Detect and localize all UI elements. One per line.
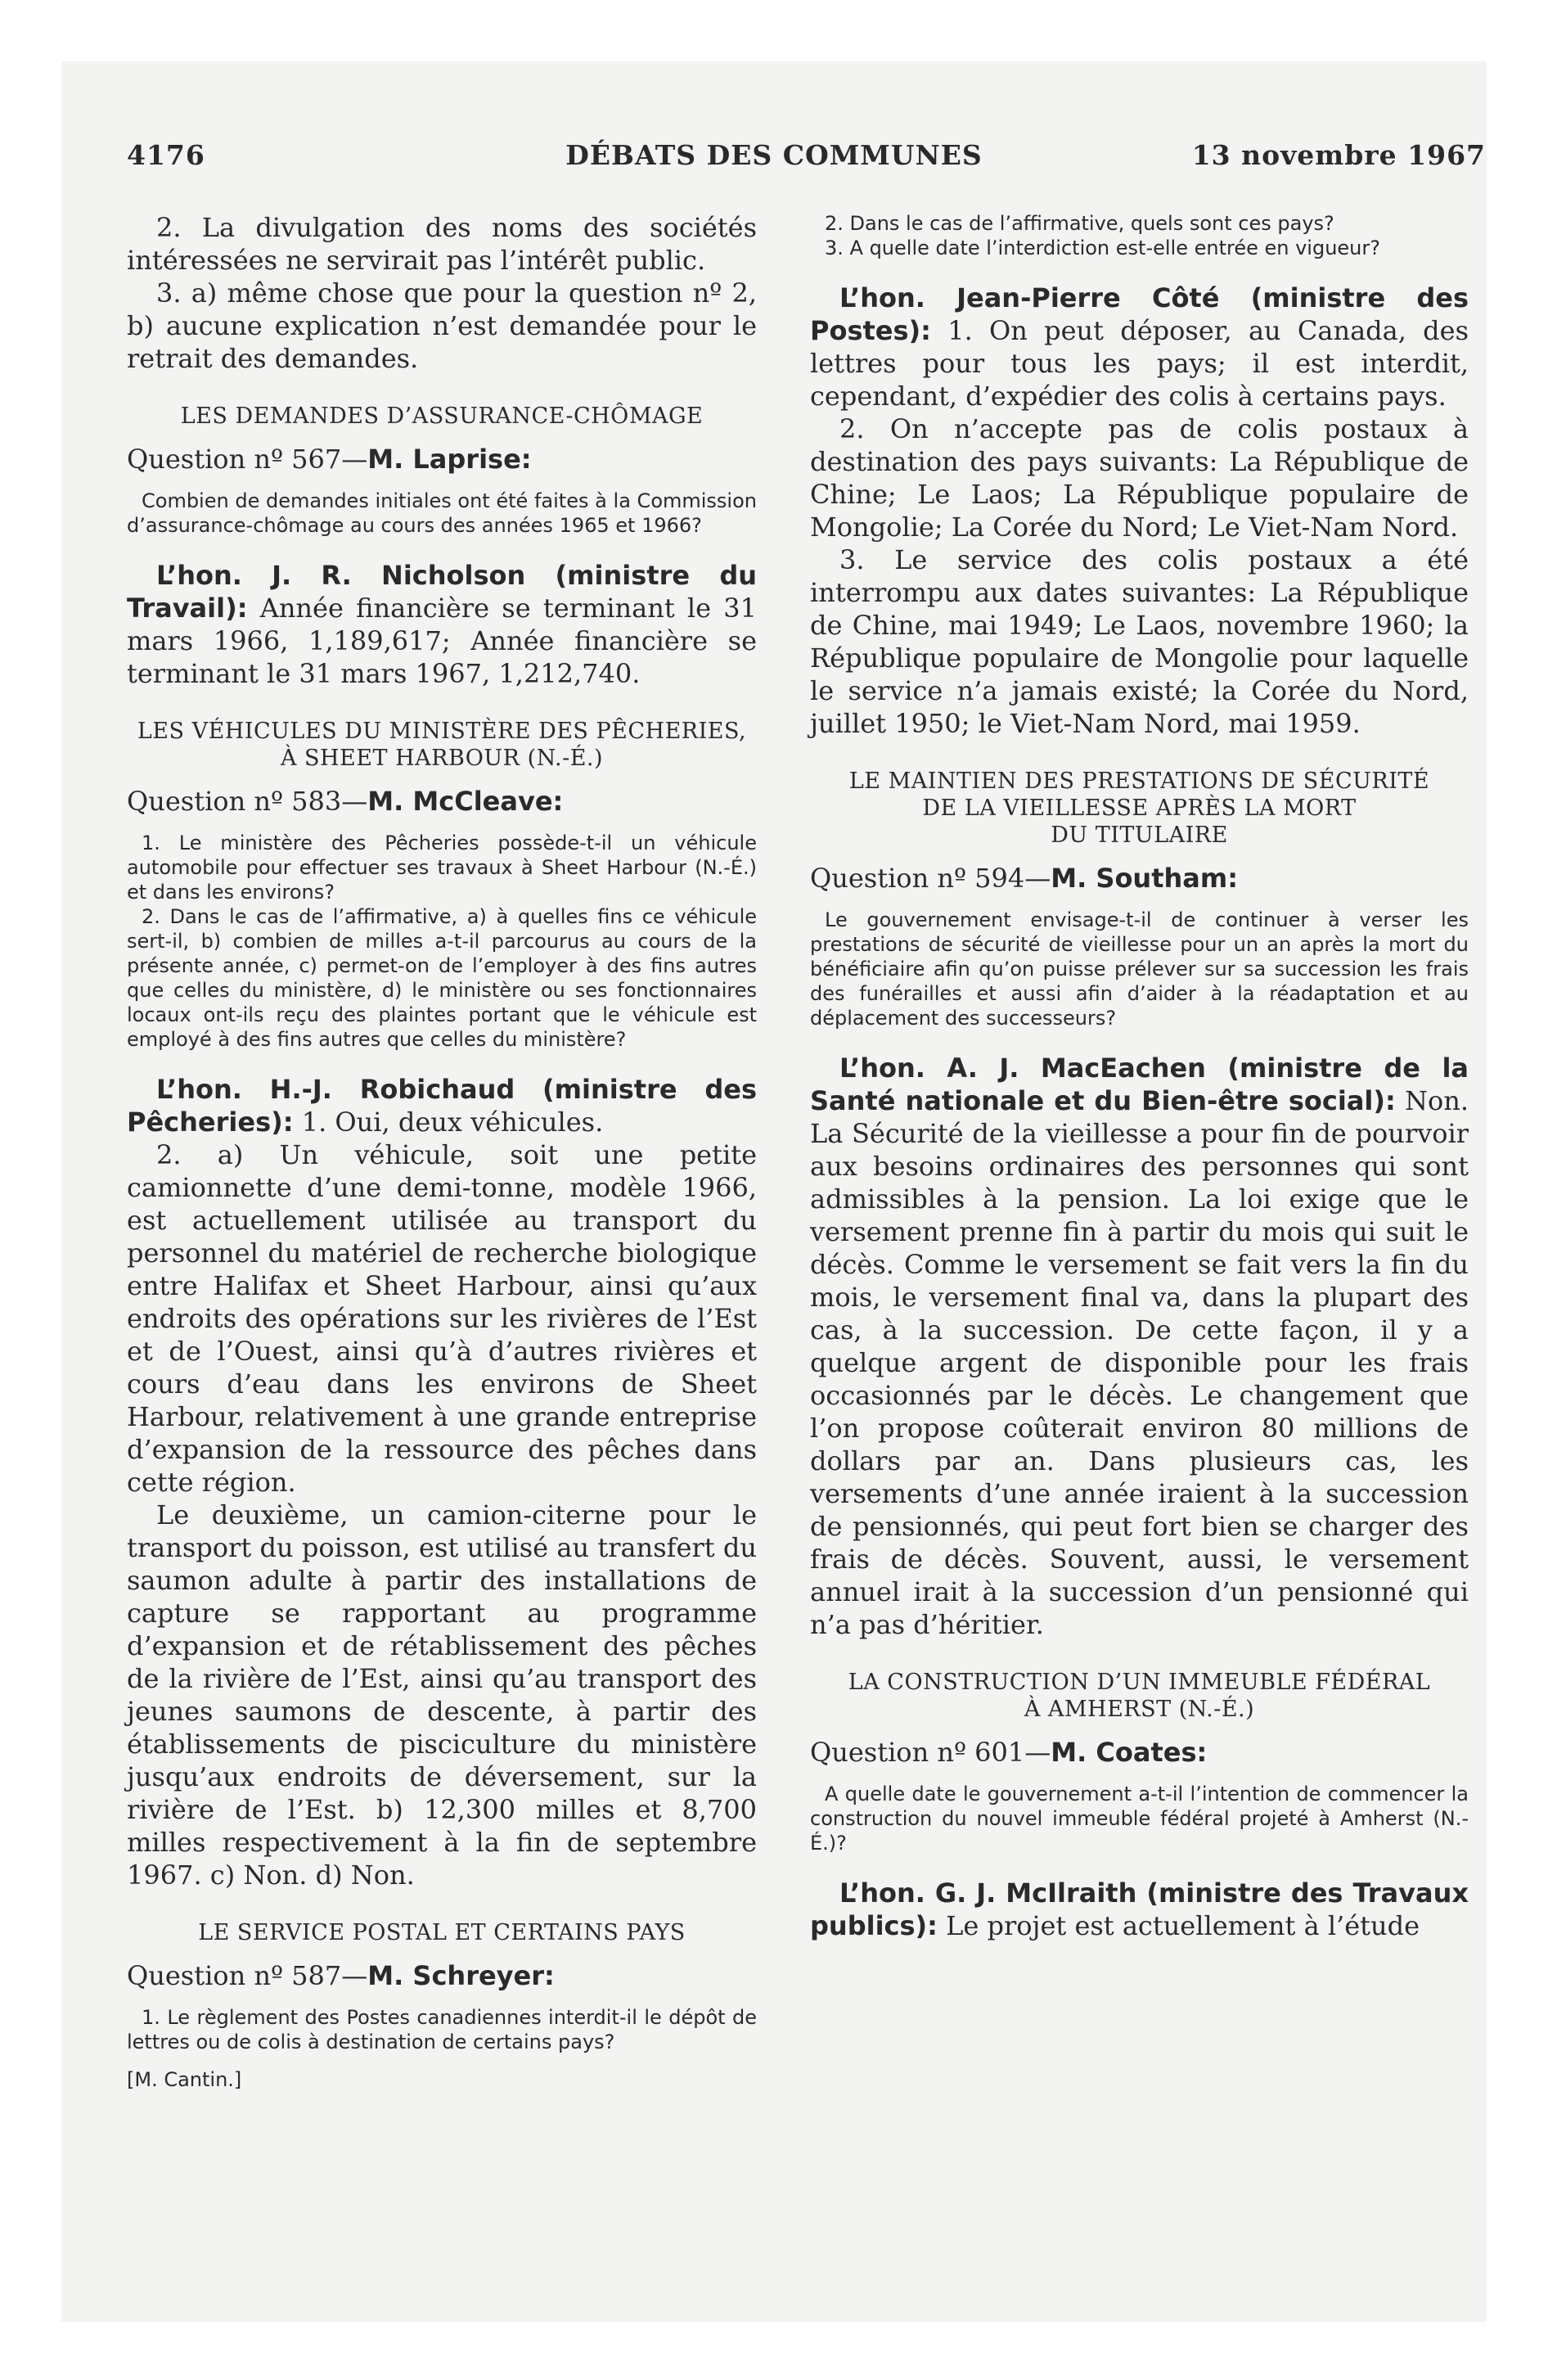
answer-paragraph: 2. a) Un véhicule, soit une petite camionnette d’une demi-tonne, modèle 1966, est actuellement utilisée au transport du personnel du matériel de recherche biologique entre Halifax et Sheet Harbour, ainsi qu’aux endroits des opérations sur les rivières de l’Est et de l’Ouest, ainsi qu’à d’autres rivières et cours d’eau dans les environs de Sheet Harbour, relativement à une grande entreprise d’expansion de la ressource des pêches dans cette région.	[127, 1139, 757, 1498]
section-heading: DU TITULAIRE	[1051, 823, 1228, 848]
question-line	[810, 862, 1469, 895]
answer-text: Non. La Sécurité de la vieillesse a pour fin de pourvoir aux besoins ordinaires des personnes qui sont admissibles à la pension. La loi exige que le versement prenne fin à partir du mois qui suit le décès. Comme le versement se fait vers la fin du mois, le versement final va, dans la plupart des cas, à la succession. De cette façon, il y a quelque argent de disponible pour les frais occasionnés par le décès. Le changement que l’on propose coûterait environ 80 millions de dollars par an. Dans plusieurs cas, les versements d’une année iraient à la succession de pensionnés, qui peut fort bien se charger des frais de décès. Souvent, aussi, le versement annuel irait à la succession d’un pensionné qui n’a pas d’héritier.	[810, 1085, 1469, 1640]
answer-paragraph	[127, 1073, 757, 1138]
section-heading: À AMHERST (N.-É.)	[1024, 1697, 1255, 1722]
answer-text: 1. On peut déposer, au Canada, des lettres pour tous les pays; il est interdit, cependant, d’expédier des colis à certains pays.	[810, 315, 1469, 412]
answer-text: 1. Oui, deux véhicules.	[293, 1107, 604, 1138]
question-line	[127, 1959, 757, 1992]
question-text: A quelle date le gouvernement a-t-il l’intention de commencer la construction du nouvel immeuble fédéral projeté à Amherst (N.-É.)?	[810, 1783, 1469, 1855]
questioner-name: M. Coates:	[1051, 1737, 1208, 1768]
question-number: Question nº 601—	[810, 1737, 1051, 1768]
page-number: 4176	[127, 139, 205, 171]
speaker-name: L’hon. G. J. McIlraith (ministre des Travaux publics):	[810, 1877, 1469, 1941]
question-line	[127, 443, 757, 476]
answer-paragraph	[810, 1052, 1469, 1641]
answer-text: Le projet est actuellement à l’étude	[937, 1910, 1420, 1941]
answer-paragraph: Le deuxième, un camion-citerne pour le transport du poisson, est utilisé au transfert du saumon adulte à partir des installations de capture se rapportant au programme d’expansion et de rétablissement des pêches de la rivière de l’Est, ainsi qu’au transport des jeunes saumons de descente, à partir des établissements de pisciculture du ministère jusqu’aux endroits de déversement, sur la rivière de l’Est. b) 12,300 milles et 8,700 milles respectivement à la fin de septembre 1967. c) Non. d) Non.	[127, 1499, 757, 1891]
questioner-name: M. Laprise:	[367, 444, 532, 475]
answer-paragraph	[810, 1877, 1469, 1942]
section-heading: DE LA VIEILLESSE APRÈS LA MORT	[922, 796, 1357, 821]
question-text: Combien de demandes initiales ont été faites à la Commission d’assurance-chômage au cours des années 1965 et 1966?	[127, 489, 757, 537]
speaker-name: L’hon. J. R. Nicholson (ministre du Travail):	[127, 560, 757, 624]
speaker-name: L’hon. A. J. MacEachen (ministre de la Santé nationale et du Bien-être social):	[810, 1053, 1469, 1116]
question-text: 2. Dans le cas de l’affirmative, a) à quelles fins ce véhicule sert-il, b) combien de milles a-t-il parcourus au cours de la présente année, c) permet-on de l’employer à des fins autres que celles du ministère, d) le ministère ou ses fonctionnaires locaux ont-ils reçu des plaintes portant que le véhicule est employé à des fins autres que celles du ministère?	[127, 905, 757, 1051]
section-heading: LA CONSTRUCTION D’UN IMMEUBLE FÉDÉRAL	[848, 1670, 1431, 1695]
answer-paragraph: 2. La divulgation des noms des sociétés intéressées ne servirait pas l’intérêt public.	[127, 212, 757, 276]
page-signature: [M. Cantin.]	[127, 2068, 242, 2091]
question-number: Question nº 594—	[810, 863, 1051, 894]
question-line	[127, 785, 757, 818]
section-heading: LE MAINTIEN DES PRESTATIONS DE SÉCURITÉ	[848, 769, 1430, 794]
question-number: Question nº 567—	[127, 444, 368, 475]
answer-paragraph	[127, 559, 757, 690]
question-text: 3. A quelle date l’interdiction est-elle entrée en vigueur?	[825, 237, 1380, 259]
answer-paragraph: 2. On n’accepte pas de colis postaux à destination des pays suivants: La République de Chine; Le Laos; La République populaire de Mongolie; La Corée du Nord; Le Viet-Nam Nord.	[810, 413, 1469, 543]
section-heading: LES VÉHICULES DU MINISTÈRE DES PÊCHERIES,	[137, 719, 747, 744]
questioner-name: M. Schreyer:	[367, 1960, 555, 1991]
answer-text: Année financière se terminant le 31 mars 1966, 1,189,617; Année financière se terminant le 31 mars 1967, 1,212,740.	[127, 593, 757, 689]
speaker-name: L’hon. H.-J. Robichaud (ministre des Pêcheries):	[127, 1074, 757, 1138]
question-text: 2. Dans le cas de l’affirmative, quels sont ces pays?	[825, 212, 1334, 235]
left-column	[127, 211, 757, 2092]
question-text: 1. Le règlement des Postes canadiennes interdit-il le dépôt de lettres ou de colis à destination de certains pays?	[127, 2006, 757, 2053]
question-number: Question nº 587—	[127, 1960, 368, 1991]
section-heading: LES DEMANDES D’ASSURANCE-CHÔMAGE	[180, 403, 704, 429]
questioner-name: M. Southam:	[1051, 863, 1239, 894]
answer-paragraph	[810, 282, 1469, 412]
section-heading: LE SERVICE POSTAL ET CERTAINS PAYS	[198, 1920, 686, 1945]
page-title: DÉBATS DES COMMUNES	[565, 139, 983, 171]
question-text: Le gouvernement envisage-t-il de continuer à verser les prestations de sécurité de vieillesse pour un an après la mort du bénéficiaire afin qu’on puisse prélever sur sa succession les frais des funérailles et aussi afin d’aider à la réadaptation et au déplacement des successeurs?	[810, 908, 1469, 1030]
questioner-name: M. McCleave:	[367, 786, 564, 817]
right-column	[810, 211, 1469, 1942]
answer-paragraph: 3. a) même chose que pour la question nº 2, b) aucune explication n’est demandée pour le retrait des demandes.	[127, 277, 757, 374]
question-number: Question nº 583—	[127, 786, 368, 817]
question-line	[810, 1736, 1469, 1769]
answer-paragraph: 3. Le service des colis postaux a été interrompu aux dates suivantes: La République de Chine, mai 1949; Le Laos, novembre 1960; la République populaire de Mongolie pour laquelle le service n’a jamais existé; la Corée du Nord, juillet 1950; le Viet-Nam Nord, mai 1959.	[810, 544, 1469, 739]
section-heading: À SHEET HARBOUR (N.-É.)	[280, 746, 604, 771]
page-date: 13 novembre 1967	[1191, 139, 1486, 171]
question-text: 1. Le ministère des Pêcheries possède-t-il un véhicule automobile pour effectuer ses travaux à Sheet Harbour (N.-É.) et dans les environs?	[127, 832, 757, 904]
speaker-name: L’hon. Jean-Pierre Côté (ministre des Postes):	[810, 282, 1469, 346]
